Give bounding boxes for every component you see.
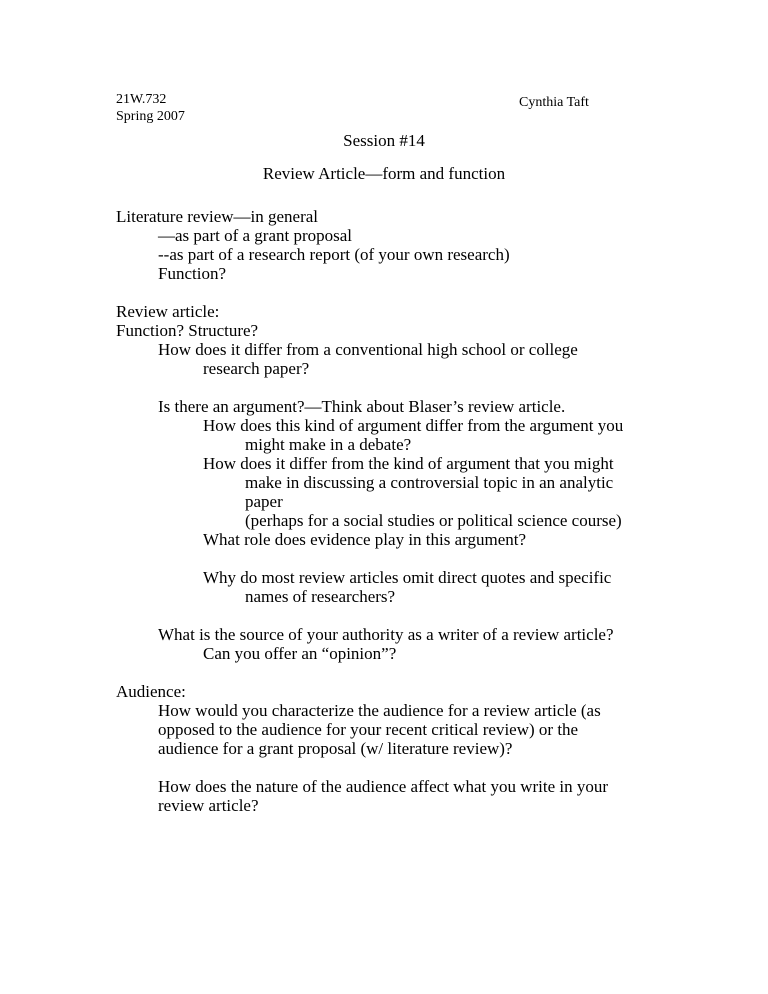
text-line: --as part of a research report (of your own research): [158, 245, 510, 264]
text-line: research paper?: [203, 359, 310, 378]
document-title: Review Article—form and function: [262, 164, 506, 183]
text-line: might make in a debate?: [245, 435, 412, 454]
section-heading: Audience:: [116, 682, 186, 701]
text-line: Function? Structure?: [116, 321, 259, 340]
text-line: How does it differ from the kind of argument that you might: [203, 454, 614, 473]
text-line: How would you characterize the audience for a review article (as: [158, 701, 601, 720]
text-line: How does the nature of the audience affect what you write in your: [158, 777, 609, 796]
text-line: Literature review—in general: [116, 207, 319, 226]
text-line: opposed to the audience for your recent critical review) or the: [158, 720, 579, 739]
text-line: review article?: [158, 796, 259, 815]
text-line: (perhaps for a social studies or political science course): [245, 511, 622, 530]
text-line: How does it differ from a conventional high school or college: [158, 340, 578, 359]
text-line: names of researchers?: [245, 587, 396, 606]
text-line: paper: [245, 492, 283, 511]
course-number: 21W.732: [116, 92, 167, 107]
text-line: What role does evidence play in this argument?: [203, 530, 527, 549]
session-title: Session #14: [343, 131, 425, 150]
text-line: Why do most review articles omit direct quotes and specific: [203, 568, 612, 587]
text-line: —as part of a grant proposal: [158, 226, 353, 245]
author-name: Cynthia Taft: [519, 95, 589, 110]
text-line: What is the source of your authority as a writer of a review article?: [158, 625, 614, 644]
text-line: make in discussing a controversial topic in an analytic: [245, 473, 614, 492]
term: Spring 2007: [116, 109, 185, 124]
text-line: Can you offer an “opinion”?: [203, 644, 397, 663]
text-line: Function?: [158, 264, 226, 283]
text-line: How does this kind of argument differ from the argument you: [203, 416, 624, 435]
text-line: audience for a grant proposal (w/ literature review)?: [158, 739, 513, 758]
section-heading: Review article:: [116, 302, 220, 321]
text-line: Is there an argument?—Think about Blaser’s review article.: [158, 397, 566, 416]
